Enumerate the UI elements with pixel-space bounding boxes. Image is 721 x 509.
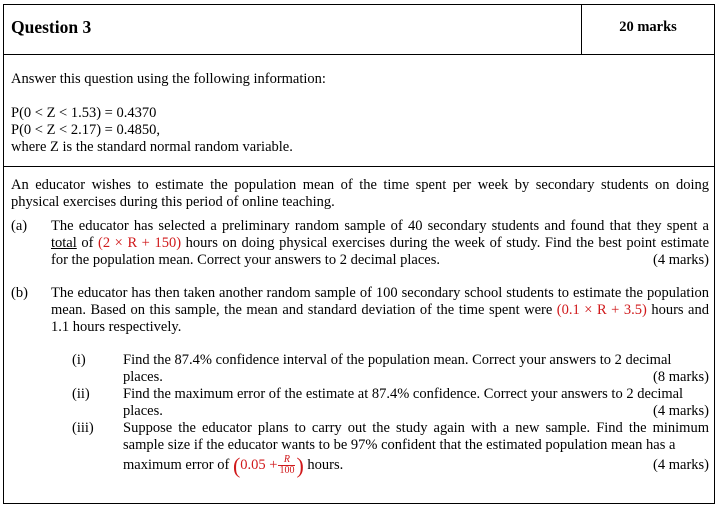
part-b-i-text: Find the 87.4% confidence interval of the population mean. Correct your answers to 2 decimal bbox=[123, 352, 672, 368]
part-b-ii-label: (ii) bbox=[72, 386, 90, 402]
intro-note: where Z is the standard normal random variable. bbox=[11, 139, 293, 155]
part-b-label: (b) bbox=[11, 285, 28, 301]
part-b-iii-label: (iii) bbox=[72, 420, 94, 436]
part-b-text-2: hours and 1.1 hours respectively. bbox=[51, 302, 709, 335]
question-marks: 20 marks bbox=[619, 19, 677, 35]
part-b-i-label: (i) bbox=[72, 352, 86, 368]
part-b-iii-text: Suppose the educator plans to carry out the study again with a new sample. Find the minimum sample size if the educator wants to be 97% confident that the estimated population mean has a bbox=[123, 420, 709, 453]
question-parts bbox=[11, 177, 709, 476]
intro-lead: Answer this question using the following information: bbox=[11, 71, 326, 87]
part-b-red-expression: (0.1 × R + 3.5) bbox=[556, 302, 647, 318]
section-divider bbox=[4, 166, 714, 167]
question-title: Question 3 bbox=[11, 17, 92, 37]
part-b-i-text-2: places. bbox=[123, 369, 163, 385]
max-error-expression: (0.05 + $\frac{R}{100}$ ) bbox=[232, 453, 304, 478]
part-b-text: The educator has then taken another random sample of 100 secondary school students to estimate the population mean. Based on this sample, the mean and standard deviation of the time spent were bbox=[51, 285, 709, 318]
part-b-ii-text: Find the maximum error of the estimate at 87.4% confidence. Correct your answers to 2 decimal bbox=[123, 386, 684, 402]
part-b-ii-text-2: places. bbox=[123, 403, 163, 419]
part-b-iii bbox=[11, 420, 709, 476]
part-a-marks: (4 marks) bbox=[653, 252, 709, 268]
part-b-iii-marks: (4 marks) bbox=[653, 457, 709, 473]
question-body bbox=[11, 71, 709, 156]
part-a-text-2: of bbox=[81, 235, 94, 251]
part-a-red-expression: (2 × R + 150) bbox=[98, 235, 182, 251]
part-b-iii-text-2: maximum error of bbox=[123, 456, 230, 473]
part-b-iii-text-3: hours. bbox=[307, 456, 344, 473]
part-a-underlined: total bbox=[51, 235, 77, 251]
probability-line-1: P(0 < Z < 1.53) = 0.4370 bbox=[11, 105, 157, 121]
part-b-ii-marks: (4 marks) bbox=[653, 403, 709, 419]
part-b-i bbox=[11, 352, 709, 386]
part-a bbox=[11, 218, 709, 269]
part-b-i-marks: (8 marks) bbox=[653, 369, 709, 385]
part-b bbox=[11, 285, 709, 336]
part-a-text-3: hours on doing physical exercises during the week of study. Find the best point estimate for the population mean. Correct your answers to 2 decimal places. bbox=[51, 235, 710, 268]
part-b-ii bbox=[11, 386, 709, 420]
part-a-text: The educator has selected a preliminary random sample of 40 secondary students and found that they spent a bbox=[51, 218, 709, 234]
probability-line-2: P(0 < Z < 2.17) = 0.4850, bbox=[11, 122, 160, 138]
part-a-label: (a) bbox=[11, 218, 28, 234]
question-header bbox=[4, 5, 714, 55]
scenario-text: An educator wishes to estimate the population mean of the time spent per week by secondary students on doing physical exercises during this period of online teaching. bbox=[11, 177, 709, 210]
question-frame bbox=[3, 4, 715, 504]
